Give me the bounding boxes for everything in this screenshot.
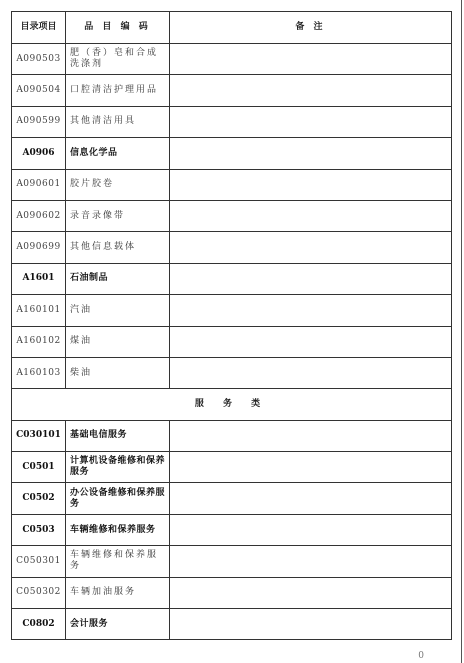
header-item-code: 品 目 编 码 xyxy=(66,12,170,44)
row-code: C050301 xyxy=(12,546,66,577)
row-name: 柴油 xyxy=(66,357,170,388)
service-rows xyxy=(12,420,452,640)
table-row xyxy=(12,169,452,200)
row-name: 石油制品 xyxy=(66,263,170,294)
row-remarks xyxy=(170,514,452,545)
table-row xyxy=(12,546,452,577)
table-row xyxy=(12,420,452,451)
table-row xyxy=(12,263,452,294)
table-row xyxy=(12,232,452,263)
header-remarks: 备 注 xyxy=(170,12,452,44)
row-code: A090601 xyxy=(12,169,66,200)
row-remarks xyxy=(170,232,452,263)
row-name: 肥（香）皂和合成洗涤剂 xyxy=(66,44,170,75)
table-row xyxy=(12,357,452,388)
row-code: C030101 xyxy=(12,420,66,451)
table-row xyxy=(12,514,452,545)
row-remarks xyxy=(170,326,452,357)
header-row xyxy=(12,12,452,44)
row-remarks xyxy=(170,452,452,483)
table-row xyxy=(12,200,452,231)
row-name: 胶片胶卷 xyxy=(66,169,170,200)
row-remarks xyxy=(170,263,452,294)
row-remarks xyxy=(170,75,452,106)
row-remarks xyxy=(170,295,452,326)
section-services xyxy=(12,389,452,420)
row-code: C050302 xyxy=(12,577,66,608)
table-row xyxy=(12,452,452,483)
table-row xyxy=(12,609,452,640)
row-name: 车辆维修和保养服务 xyxy=(66,514,170,545)
row-code: A160102 xyxy=(12,326,66,357)
section-label: 服 务 类 xyxy=(12,389,452,420)
page-mark: 0 xyxy=(418,651,424,661)
row-remarks xyxy=(170,44,452,75)
row-name: 其他信息载体 xyxy=(66,232,170,263)
table-row xyxy=(12,75,452,106)
row-name: 会计服务 xyxy=(66,609,170,640)
row-name: 车辆加油服务 xyxy=(66,577,170,608)
row-name: 煤油 xyxy=(66,326,170,357)
row-code: A090504 xyxy=(12,75,66,106)
table-row xyxy=(12,106,452,137)
row-remarks xyxy=(170,106,452,137)
header-catalog-item: 目录项目 xyxy=(12,12,66,44)
row-remarks xyxy=(170,546,452,577)
table-row xyxy=(12,483,452,514)
row-remarks xyxy=(170,169,452,200)
row-code: A0906 xyxy=(12,138,66,169)
row-code: A160101 xyxy=(12,295,66,326)
row-name: 车辆维修和保养服务 xyxy=(66,546,170,577)
table-row xyxy=(12,326,452,357)
row-remarks xyxy=(170,609,452,640)
row-remarks xyxy=(170,420,452,451)
table-row xyxy=(12,577,452,608)
row-code: A090699 xyxy=(12,232,66,263)
row-code: A090503 xyxy=(12,44,66,75)
row-code: C0503 xyxy=(12,514,66,545)
row-remarks xyxy=(170,138,452,169)
page-edge xyxy=(461,0,462,663)
row-code: C0501 xyxy=(12,452,66,483)
row-code: A090602 xyxy=(12,200,66,231)
row-remarks xyxy=(170,483,452,514)
table-row xyxy=(12,44,452,75)
row-name: 办公设备维修和保养服务 xyxy=(66,483,170,514)
row-remarks xyxy=(170,357,452,388)
table-row xyxy=(12,138,452,169)
row-name: 汽油 xyxy=(66,295,170,326)
row-name: 基础电信服务 xyxy=(66,420,170,451)
row-code: A1601 xyxy=(12,263,66,294)
row-name: 口腔清洁护理用品 xyxy=(66,75,170,106)
row-name: 其他清洁用具 xyxy=(66,106,170,137)
row-name: 信息化学品 xyxy=(66,138,170,169)
row-code: C0502 xyxy=(12,483,66,514)
row-name: 录音录像带 xyxy=(66,200,170,231)
catalog-table xyxy=(11,11,452,640)
row-code: A090599 xyxy=(12,106,66,137)
row-remarks xyxy=(170,200,452,231)
row-code: C0802 xyxy=(12,609,66,640)
goods-rows xyxy=(12,44,452,389)
table-row xyxy=(12,295,452,326)
row-remarks xyxy=(170,577,452,608)
row-code: A160103 xyxy=(12,357,66,388)
row-name: 计算机设备维修和保养服务 xyxy=(66,452,170,483)
section-row xyxy=(12,389,452,420)
